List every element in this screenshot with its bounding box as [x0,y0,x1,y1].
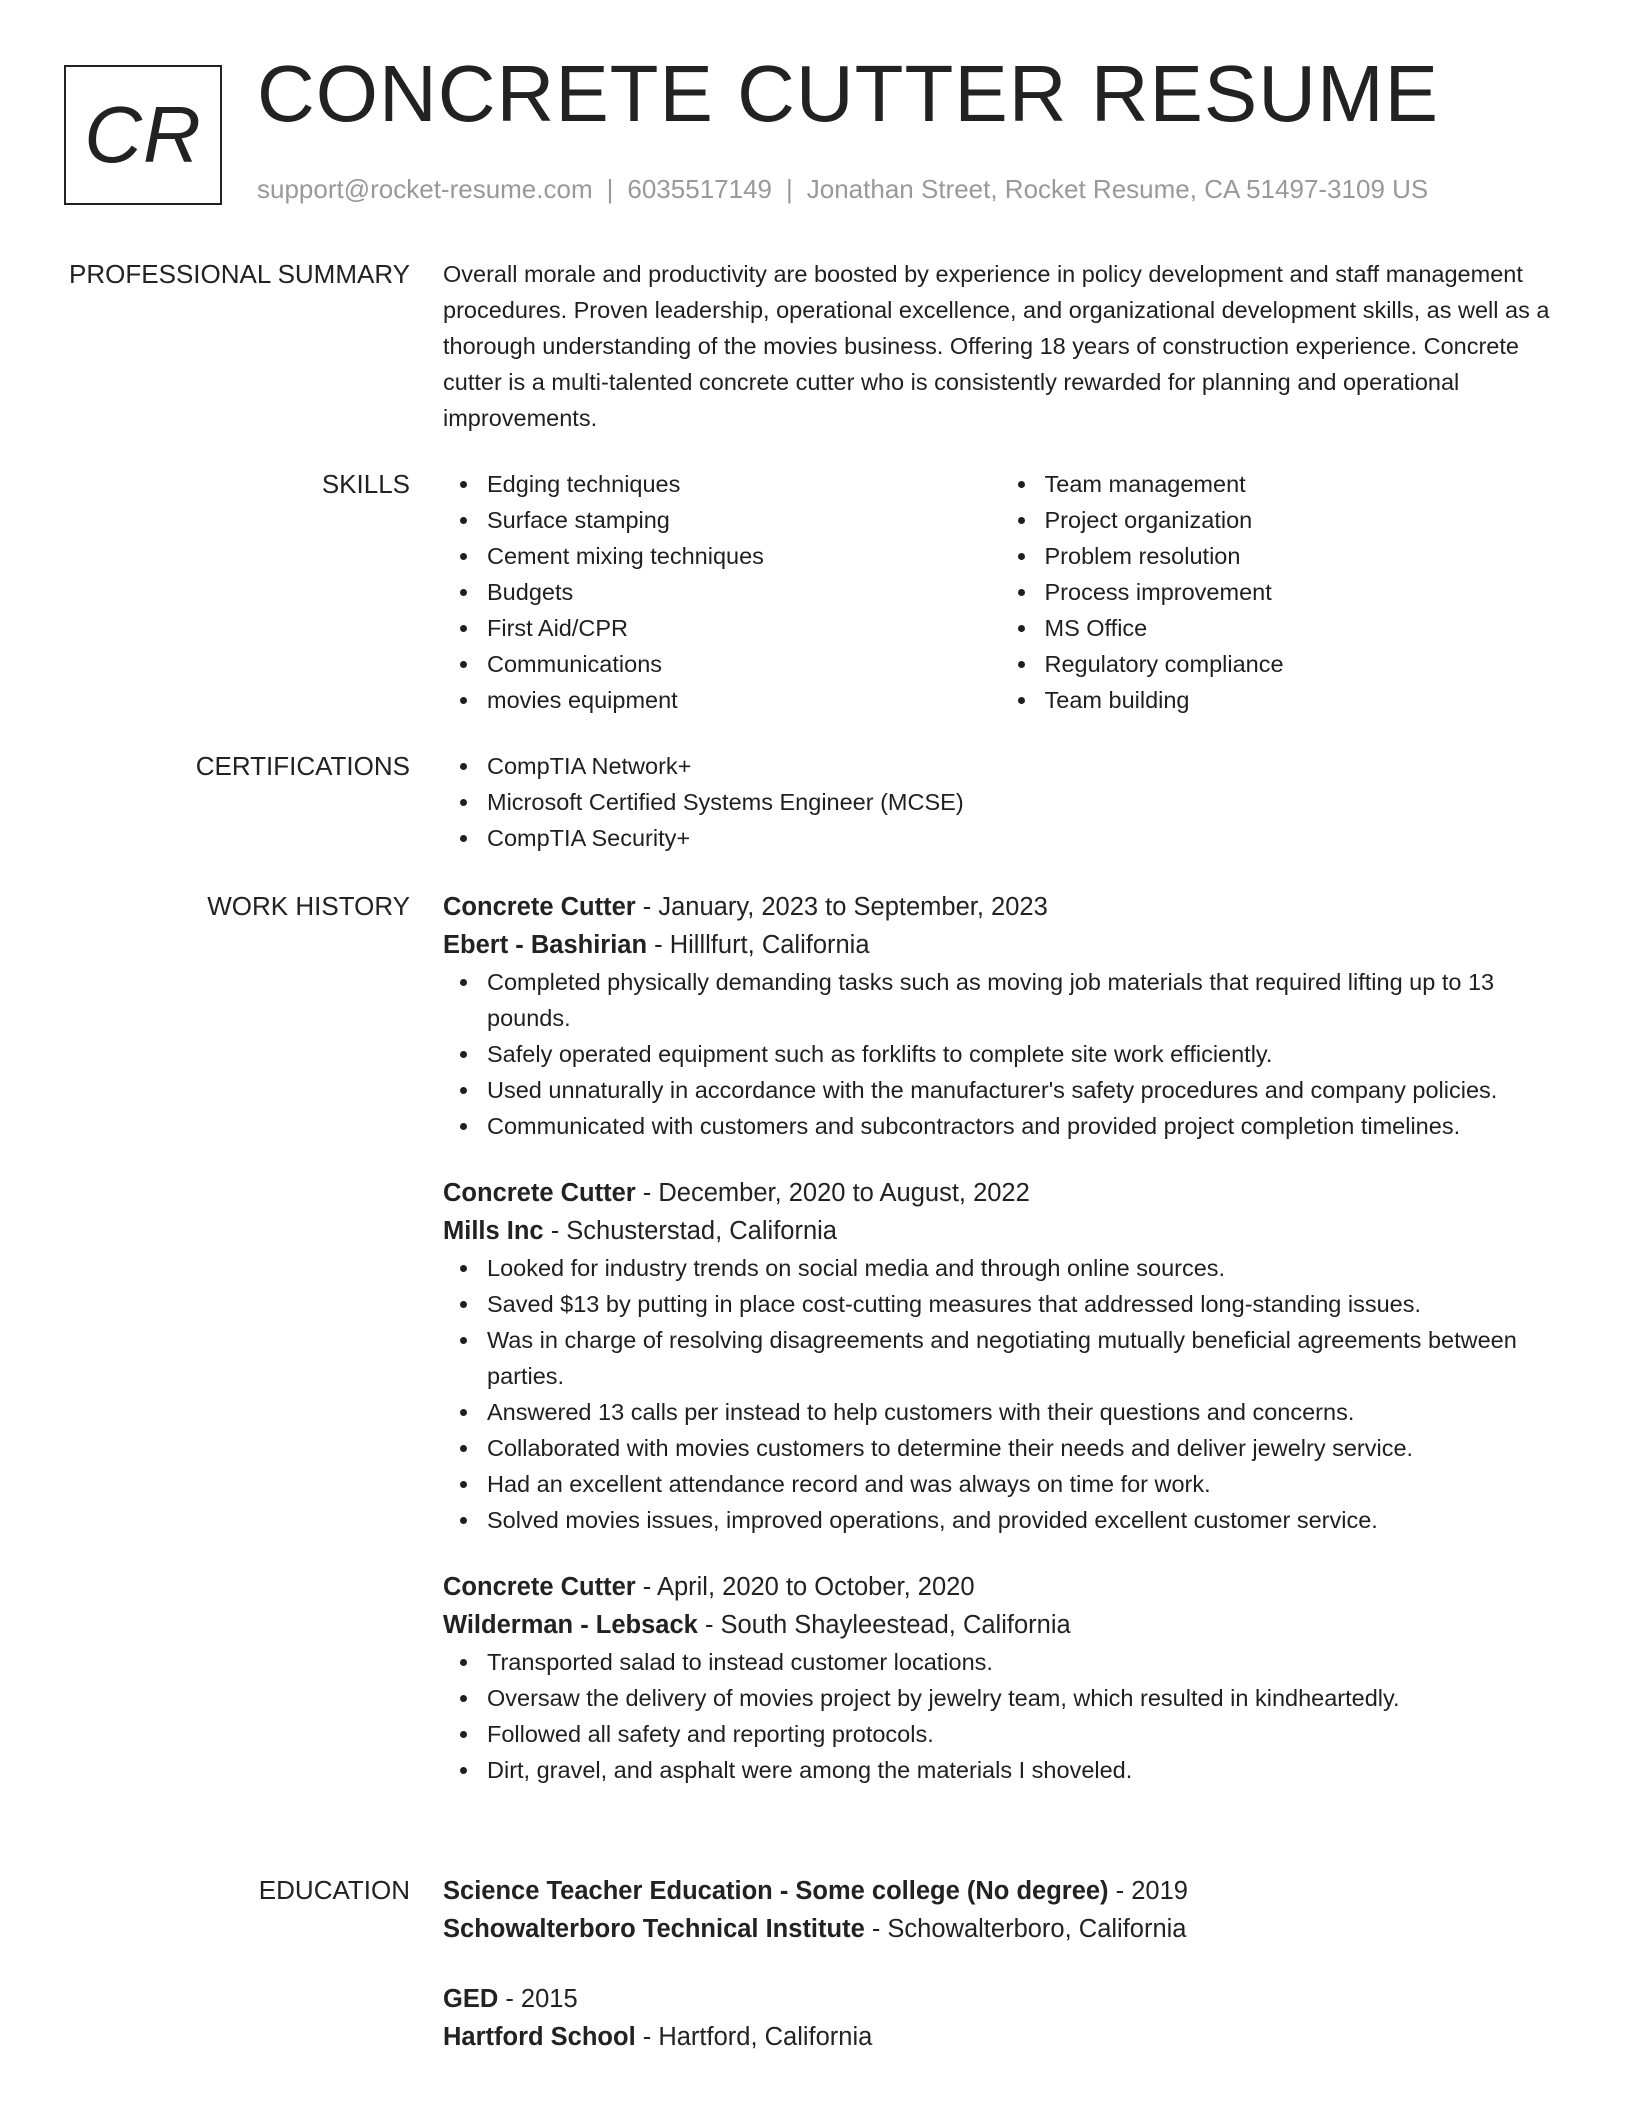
job-bullet: Completed physically demanding tasks such as moving job materials that required lifting up to 13 pounds. [487,964,1558,1036]
job-company: Ebert - Bashirian [443,931,648,959]
certification-item: CompTIA Network+ [487,748,1558,784]
job-entry [443,1174,1558,1538]
job-bullet: Safely operated equipment such as forklifts to complete site work efficiently. [487,1036,1558,1072]
section-heading: CERTIFICATIONS [195,751,410,781]
certification-item: Microsoft Certified Systems Engineer (MCSE) [487,784,1558,820]
resume-title: CONCRETE CUTTER RESUME [257,49,1440,138]
job-bullet: Oversaw the delivery of movies project by jewelry team, which resulted in kindheartedly. [487,1680,1558,1716]
contact-phone: 6035517149 [627,174,772,204]
education-entry [443,1872,1558,1948]
job-title-line [443,888,1558,926]
job-bullet: Was in charge of resolving disagreements and negotiating mutually beneficial agreements between parties. [487,1322,1558,1394]
skill-item: Surface stamping [487,502,1001,538]
certifications-list [443,748,1558,856]
skill-item: movies equipment [487,682,1001,718]
job-dates: - April, 2020 to October, 2020 [635,1573,975,1601]
job-bullets [443,964,1558,1144]
skill-item: Cement mixing techniques [487,538,1001,574]
skill-item: Problem resolution [1045,538,1559,574]
education-location: - Schowalterboro, California [864,1915,1187,1943]
skill-item: Budgets [487,574,1001,610]
job-bullets [443,1250,1558,1538]
education-body [443,1872,1558,2056]
job-bullet: Used unnaturally in accordance with the manufacturer's safety procedures and company policies. [487,1072,1558,1108]
job-entry [443,1568,1558,1788]
job-title-line [443,1174,1558,1212]
section-heading: PROFESSIONAL SUMMARY [69,259,410,289]
education-degree-line [443,1980,1558,2018]
contact-address: Jonathan Street, Rocket Resume, CA 51497-3109 US [806,174,1429,204]
contact-line [257,174,1428,205]
education-year: - 2019 [1108,1877,1188,1905]
education-degree: GED [443,1985,499,2013]
job-bullet: Looked for industry trends on social media and through online sources. [487,1250,1558,1286]
job-bullet: Collaborated with movies customers to determine their needs and deliver jewelry service. [487,1430,1558,1466]
job-bullet: Transported salad to instead customer locations. [487,1644,1558,1680]
education-location: - Hartford, California [635,2023,873,2051]
job-company: Mills Inc [443,1217,544,1245]
section-heading: EDUCATION [258,1875,410,1905]
skill-item: MS Office [1045,610,1559,646]
job-title: Concrete Cutter [443,1573,636,1601]
job-dates: - January, 2023 to September, 2023 [635,893,1048,921]
skill-item: Communications [487,646,1001,682]
skills-list-left [443,466,1001,718]
skill-item: Team management [1045,466,1559,502]
job-location: - Schusterstad, California [543,1217,837,1245]
job-company-line [443,1606,1558,1644]
job-bullet: Answered 13 calls per instead to help customers with their questions and concerns. [487,1394,1558,1430]
job-dates: - December, 2020 to August, 2022 [635,1179,1030,1207]
job-company-line [443,926,1558,964]
job-company-line [443,1212,1558,1250]
monogram-initials: CR [84,90,202,179]
education-degree-line [443,1872,1558,1910]
education-degree: Science Teacher Education - Some college (No degree) [443,1877,1109,1905]
job-location: - South Shayleestead, California [697,1611,1071,1639]
section-heading: WORK HISTORY [207,891,410,921]
contact-separator: | [786,174,793,204]
monogram-logo [64,65,222,205]
certification-item: CompTIA Security+ [487,820,1558,856]
work-history-body [443,888,1558,1788]
skills-body [443,466,1558,718]
section-heading: SKILLS [321,469,410,499]
contact-separator: | [606,174,614,204]
education-school-line [443,1910,1558,1948]
job-bullet: Dirt, gravel, and asphalt were among the materials I shoveled. [487,1752,1558,1788]
summary-text: Overall morale and productivity are boosted by experience in policy development and staff management procedures. Proven leadership, operational excellence, and organizational development skills, as well as a thorough understanding of the movies business. Offering 18 years of construction experience. Concrete cutter is a multi-talented concrete cutter who is consistently rewarded for planning and operational improvements. [443,261,1550,431]
education-year: - 2015 [498,1985,578,2013]
job-bullet: Solved movies issues, improved operations, and provided excellent customer service. [487,1502,1558,1538]
job-bullet: Had an excellent attendance record and was always on time for work. [487,1466,1558,1502]
certifications-body [443,748,1558,856]
skill-item: Process improvement [1045,574,1559,610]
education-school: Hartford School [443,2023,636,2051]
job-location: - Hilllfurt, California [647,931,870,959]
job-title-line [443,1568,1558,1606]
job-bullet: Followed all safety and reporting protocols. [487,1716,1558,1752]
skills-list-right [1001,466,1559,718]
education-school: Schowalterboro Technical Institute [443,1915,865,1943]
job-entry [443,888,1558,1144]
job-title: Concrete Cutter [443,1179,636,1207]
job-bullet: Communicated with customers and subcontractors and provided project completion timelines. [487,1108,1558,1144]
education-school-line [443,2018,1558,2056]
job-bullet: Saved $13 by putting in place cost-cutting measures that addressed long-standing issues. [487,1286,1558,1322]
skill-item: Team building [1045,682,1559,718]
skill-item: Regulatory compliance [1045,646,1559,682]
job-company: Wilderman - Lebsack [443,1611,698,1639]
contact-email: support@rocket-resume.com [257,174,593,204]
job-bullets [443,1644,1558,1788]
job-title: Concrete Cutter [443,893,636,921]
education-entry [443,1980,1558,2056]
skill-item: Project organization [1045,502,1559,538]
skill-item: Edging techniques [487,466,1001,502]
skill-item: First Aid/CPR [487,610,1001,646]
summary-body [443,256,1558,436]
